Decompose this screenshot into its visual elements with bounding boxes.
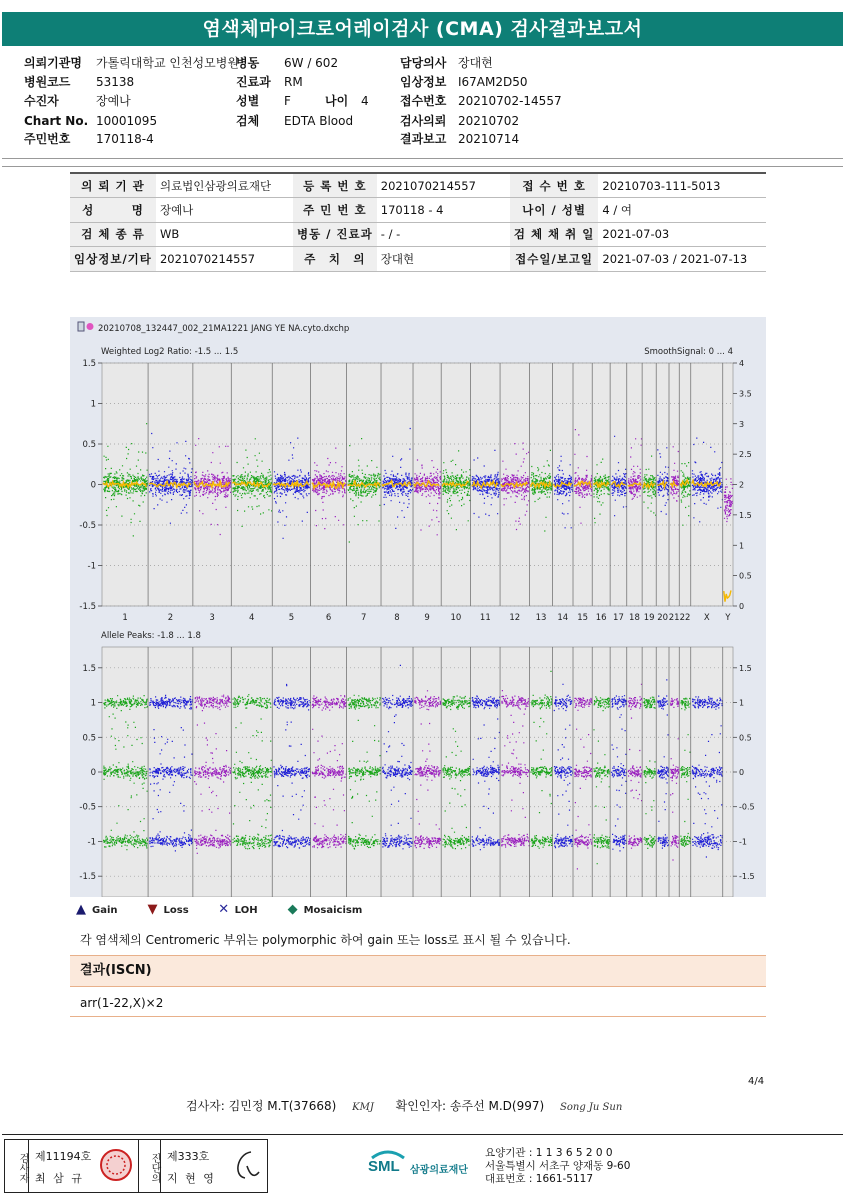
header-field-c0-value: 장대현 <box>458 56 493 70</box>
top-ytick-label: 1.5 <box>82 359 96 369</box>
header-field-c0 <box>400 55 493 71</box>
stamp-doctor-name: 지 현 영 <box>167 1172 216 1185</box>
patient-table-value-cell: 4 / 여 <box>598 198 766 223</box>
top-ytick-label: -0.5 <box>79 521 96 531</box>
bottom-y2tick-label: -1.5 <box>739 872 755 882</box>
header-field-c4-label: 결과보고 <box>400 132 447 146</box>
header-field-b3-label: 검체 <box>236 114 260 128</box>
patient-table-header-cell: 성 명 <box>70 198 156 223</box>
header-field-3-value: 10001095 <box>96 114 158 128</box>
chromosome-label: 17 <box>613 613 624 623</box>
chromosome-label: X <box>703 613 710 623</box>
top-y2tick-label: 0 <box>739 602 745 611</box>
patient-table-header-cell: 검 체 종 류 <box>70 222 156 247</box>
chromosome-label: 22 <box>679 613 691 623</box>
header-field-0-value: 가톨릭대학교 인천성모병원 <box>96 56 239 70</box>
mosaicism-diamond-icon: ◆ <box>287 902 298 917</box>
legend-label: LOH <box>234 905 258 916</box>
institution-phone: 대표번호 : 1661-5117 <box>485 1173 594 1185</box>
result-iscn-value: arr(1-22,X)×2 <box>80 996 164 1010</box>
top-y2tick-label: 3 <box>739 419 745 429</box>
doctor-signature-icon <box>229 1146 265 1186</box>
stamp-doctor-license: 제333호 <box>167 1150 210 1163</box>
chromosome-label: 19 <box>643 613 655 623</box>
chromosome-label: 20 <box>657 613 669 623</box>
chromosome-label: 18 <box>629 613 640 623</box>
patient-table-value-cell: 장대현 <box>377 247 510 272</box>
header-field-age-value: 4 <box>361 94 369 108</box>
header-field-c3-value: 20210702 <box>458 114 520 128</box>
page-number: 4/4 <box>748 1076 765 1087</box>
header-field-1-value: 53138 <box>96 75 135 89</box>
chart-legend <box>74 902 390 917</box>
chromosome-label: 12 <box>509 613 521 623</box>
header-field-0-label: 의뢰기관명 <box>24 56 82 70</box>
result-heading: 결과(ISCN) <box>70 955 766 987</box>
header-field-b1-value: RM <box>284 75 303 89</box>
header-field-b0-label: 병동 <box>236 56 260 70</box>
bottom-y2tick-label: 0.5 <box>739 733 752 743</box>
chromosome-label: 4 <box>249 613 255 623</box>
stamp-tester-name: 최 삼 규 <box>35 1172 84 1185</box>
bottom-ytick-label: -0.5 <box>79 802 96 813</box>
bottom-y2tick-label: 0 <box>739 768 745 777</box>
female-icon <box>87 323 94 330</box>
header-field-b2 <box>236 93 291 109</box>
institution-info <box>485 1147 630 1186</box>
bottom-plot-title: Allele Peaks: -1.8 ... 1.8 <box>101 631 201 641</box>
bottom-ytick-label: 0 <box>90 768 96 778</box>
centromere-note: 각 염색체의 Centromeric 부위는 polymorphic 하여 gain 또는 loss로 표시 될 수 있습니다. <box>80 933 571 947</box>
bottom-y2tick-label: -0.5 <box>739 802 755 812</box>
patient-table-value-cell: 2021-07-03 <box>598 222 766 247</box>
tester-name: 김민정 M.T(37668) <box>228 1099 337 1113</box>
chromosome-label: 9 <box>424 613 430 623</box>
patient-table-value-cell: 170118 - 4 <box>377 198 510 223</box>
patient-table-value-cell: 2021070214557 <box>156 247 293 272</box>
patient-table-row <box>70 198 766 223</box>
header-field-b0 <box>236 55 338 71</box>
confirmer-name: 송주선 M.D(997) <box>449 1099 545 1113</box>
loss-triangle-icon: ▼ <box>147 902 158 917</box>
signature-row <box>186 1097 640 1114</box>
chromosome-label: 2 <box>167 613 174 623</box>
chromosome-label: 15 <box>577 613 589 623</box>
header-field-2-value: 장예나 <box>96 94 131 108</box>
header-separator <box>2 158 843 159</box>
red-seal-icon <box>99 1148 133 1182</box>
top-y2tick-label: 2 <box>739 480 745 490</box>
stamp-tester-license: 제11194호 <box>35 1150 92 1163</box>
chromosome-label: Y <box>725 613 731 623</box>
header-field-3-label: Chart No. <box>24 114 89 128</box>
header-field-b3-value: EDTA Blood <box>284 114 354 128</box>
header-field-4-label: 주민번호 <box>24 132 71 146</box>
loh-x-icon: ✕ <box>218 902 230 917</box>
patient-table-header-cell: 접 수 번 호 <box>510 173 599 198</box>
header-field-c4 <box>400 131 519 147</box>
patient-table-row <box>70 173 766 198</box>
chromosome-label: 14 <box>557 613 569 623</box>
patient-table-header-cell: 의 뢰 기 관 <box>70 173 156 198</box>
header-field-c1-label: 임상정보 <box>400 75 447 89</box>
header-field-age <box>325 93 369 109</box>
patient-table-header-cell: 검 체 채 취 일 <box>510 222 599 247</box>
stamp-doctor-vertical-label: 진단의 <box>139 1140 161 1192</box>
header-field-c2 <box>400 93 562 109</box>
confirmer-signature: Song Ju Sun <box>560 1102 623 1113</box>
top-ytick-label: -1 <box>87 561 96 572</box>
header-field-4 <box>24 131 154 147</box>
bottom-ytick-label: 0.5 <box>82 733 96 744</box>
tester-signature: KMJ <box>352 1102 374 1113</box>
chromosome-label: 7 <box>361 613 367 623</box>
top-y2tick-label: 4 <box>739 359 745 368</box>
top-y2tick-label: 2.5 <box>739 450 752 460</box>
top-plot-title: Weighted Log2 Ratio: -1.5 ... 1.5 <box>101 347 239 357</box>
header-field-b0-value: 6W / 602 <box>284 56 339 70</box>
legend-label: Gain <box>92 905 118 916</box>
header-field-1-label: 병원코드 <box>24 75 71 89</box>
legend-label: Loss <box>163 905 189 916</box>
institution-address: 서울특별시 서초구 양재동 9-60 <box>485 1160 631 1172</box>
header-field-1 <box>24 74 134 90</box>
bottom-y2tick-label: 1.5 <box>739 663 752 673</box>
institution-code: 요양기관 : 1 1 3 6 5 2 0 0 <box>485 1147 613 1159</box>
bottom-ytick-label: -1.5 <box>79 872 96 883</box>
license-stamp-box <box>4 1139 268 1193</box>
patient-table-value-cell: 의료법인삼광의료재단 <box>156 173 293 198</box>
patient-table-header-cell: 병동 / 진료과 <box>293 222 377 247</box>
confirmer-label: 확인인자: <box>395 1099 447 1113</box>
legend-item <box>217 902 258 917</box>
cma-chart-svg <box>70 317 766 897</box>
footer-divider <box>2 1134 843 1135</box>
sml-logo-text: 삼광의료재단 <box>410 1165 468 1176</box>
patient-table-header-cell: 등 록 번 호 <box>293 173 377 198</box>
gain-triangle-icon: ▲ <box>76 902 86 917</box>
header-field-0 <box>24 55 239 71</box>
header-field-b1 <box>236 74 303 90</box>
cma-chart-panel <box>70 317 766 897</box>
top-ytick-label: 1 <box>90 399 96 410</box>
top-y2tick-label: 1.5 <box>739 510 752 520</box>
chromosome-label: 13 <box>535 613 547 623</box>
header-field-3 <box>24 113 157 129</box>
patient-table-header-cell: 임상정보/기타 <box>70 247 156 272</box>
header-field-4-value: 170118-4 <box>96 132 154 146</box>
top-plot-right-title: SmoothSignal: 0 ... 4 <box>644 347 733 357</box>
chromosome-label: 6 <box>325 613 332 623</box>
bottom-ytick-label: -1 <box>87 837 96 848</box>
legend-item <box>286 902 363 917</box>
top-ytick-label: 0.5 <box>82 440 96 450</box>
chromosome-label: 11 <box>479 613 491 623</box>
patient-table-value-cell: 20210703-111-5013 <box>598 173 766 198</box>
patient-table-value-cell: 장예나 <box>156 198 293 223</box>
patient-table-value-cell: WB <box>156 222 293 247</box>
patient-info-table <box>70 172 766 272</box>
header-field-c4-value: 20210714 <box>458 132 520 146</box>
header-field-c2-value: 20210702-14557 <box>458 94 562 108</box>
chromosome-label: 21 <box>668 613 680 623</box>
bottom-ytick-label: 1 <box>90 698 96 709</box>
header-field-b2-value: F <box>284 94 291 108</box>
patient-table-value-cell: - / - <box>377 222 510 247</box>
patient-table-header-cell: 주 치 의 <box>293 247 377 272</box>
chromosome-label: 8 <box>394 613 400 623</box>
legend-item <box>74 902 118 917</box>
header-field-age-label: 나이 <box>325 94 349 108</box>
bottom-y2tick-label: -1 <box>739 837 747 847</box>
top-ytick-label: -1.5 <box>79 602 96 612</box>
patient-table-header-cell: 나이 / 성별 <box>510 198 599 223</box>
legend-label: Mosaicism <box>303 905 363 916</box>
stamp-tester-vertical-label: 검사자 <box>5 1140 29 1192</box>
header-field-2-label: 수진자 <box>24 94 59 108</box>
patient-table-row <box>70 247 766 272</box>
patient-table-header-cell: 접수일/보고일 <box>510 247 599 272</box>
header-field-c2-label: 접수번호 <box>400 94 447 108</box>
result-divider <box>70 1016 766 1017</box>
patient-table-header-cell: 주 민 번 호 <box>293 198 377 223</box>
stamp-doctor-cell <box>161 1140 267 1192</box>
sml-logo-mark: SML <box>368 1158 400 1175</box>
top-y2tick-label: 1 <box>739 541 745 551</box>
sml-logo <box>368 1146 480 1182</box>
tester-label: 검사자: <box>186 1099 225 1113</box>
legend-item <box>146 902 189 917</box>
header-field-c1 <box>400 74 528 90</box>
header-field-b3 <box>236 113 353 129</box>
patient-table-value-cell: 2021070214557 <box>377 173 510 198</box>
chart-file-name: 20210708_132447_002_21MA1221 JANG YE NA.cyto.dxchp <box>98 324 350 334</box>
patient-table-value-cell: 2021-07-03 / 2021-07-13 <box>598 247 766 272</box>
header-separator-2 <box>2 166 843 167</box>
bottom-ytick-label: 1.5 <box>82 663 96 674</box>
chromosome-label: 3 <box>209 613 215 623</box>
header-field-c3 <box>400 113 519 129</box>
report-title: 염색체마이크로어레이검사 (CMA) 검사결과보고서 <box>2 12 843 46</box>
chromosome-label: 1 <box>122 613 128 623</box>
chromosome-label: 5 <box>288 613 295 623</box>
header-field-2 <box>24 93 131 109</box>
header-field-c3-label: 검사의뢰 <box>400 114 447 128</box>
chromosome-label: 16 <box>595 613 607 623</box>
top-ytick-label: 0 <box>90 480 96 491</box>
patient-table-row <box>70 222 766 247</box>
chromosome-label: 10 <box>450 613 462 623</box>
header-field-b2-label: 성별 <box>236 94 260 108</box>
header-field-c0-label: 담당의사 <box>400 56 447 70</box>
header-field-c1-value: I67AM2D50 <box>458 75 528 89</box>
top-y2tick-label: 3.5 <box>739 389 752 399</box>
file-icon <box>78 322 84 331</box>
header-field-b1-label: 진료과 <box>236 75 271 89</box>
bottom-y2tick-label: 1 <box>739 698 745 708</box>
stamp-tester-cell <box>29 1140 139 1192</box>
top-y2tick-label: 0.5 <box>739 571 752 581</box>
